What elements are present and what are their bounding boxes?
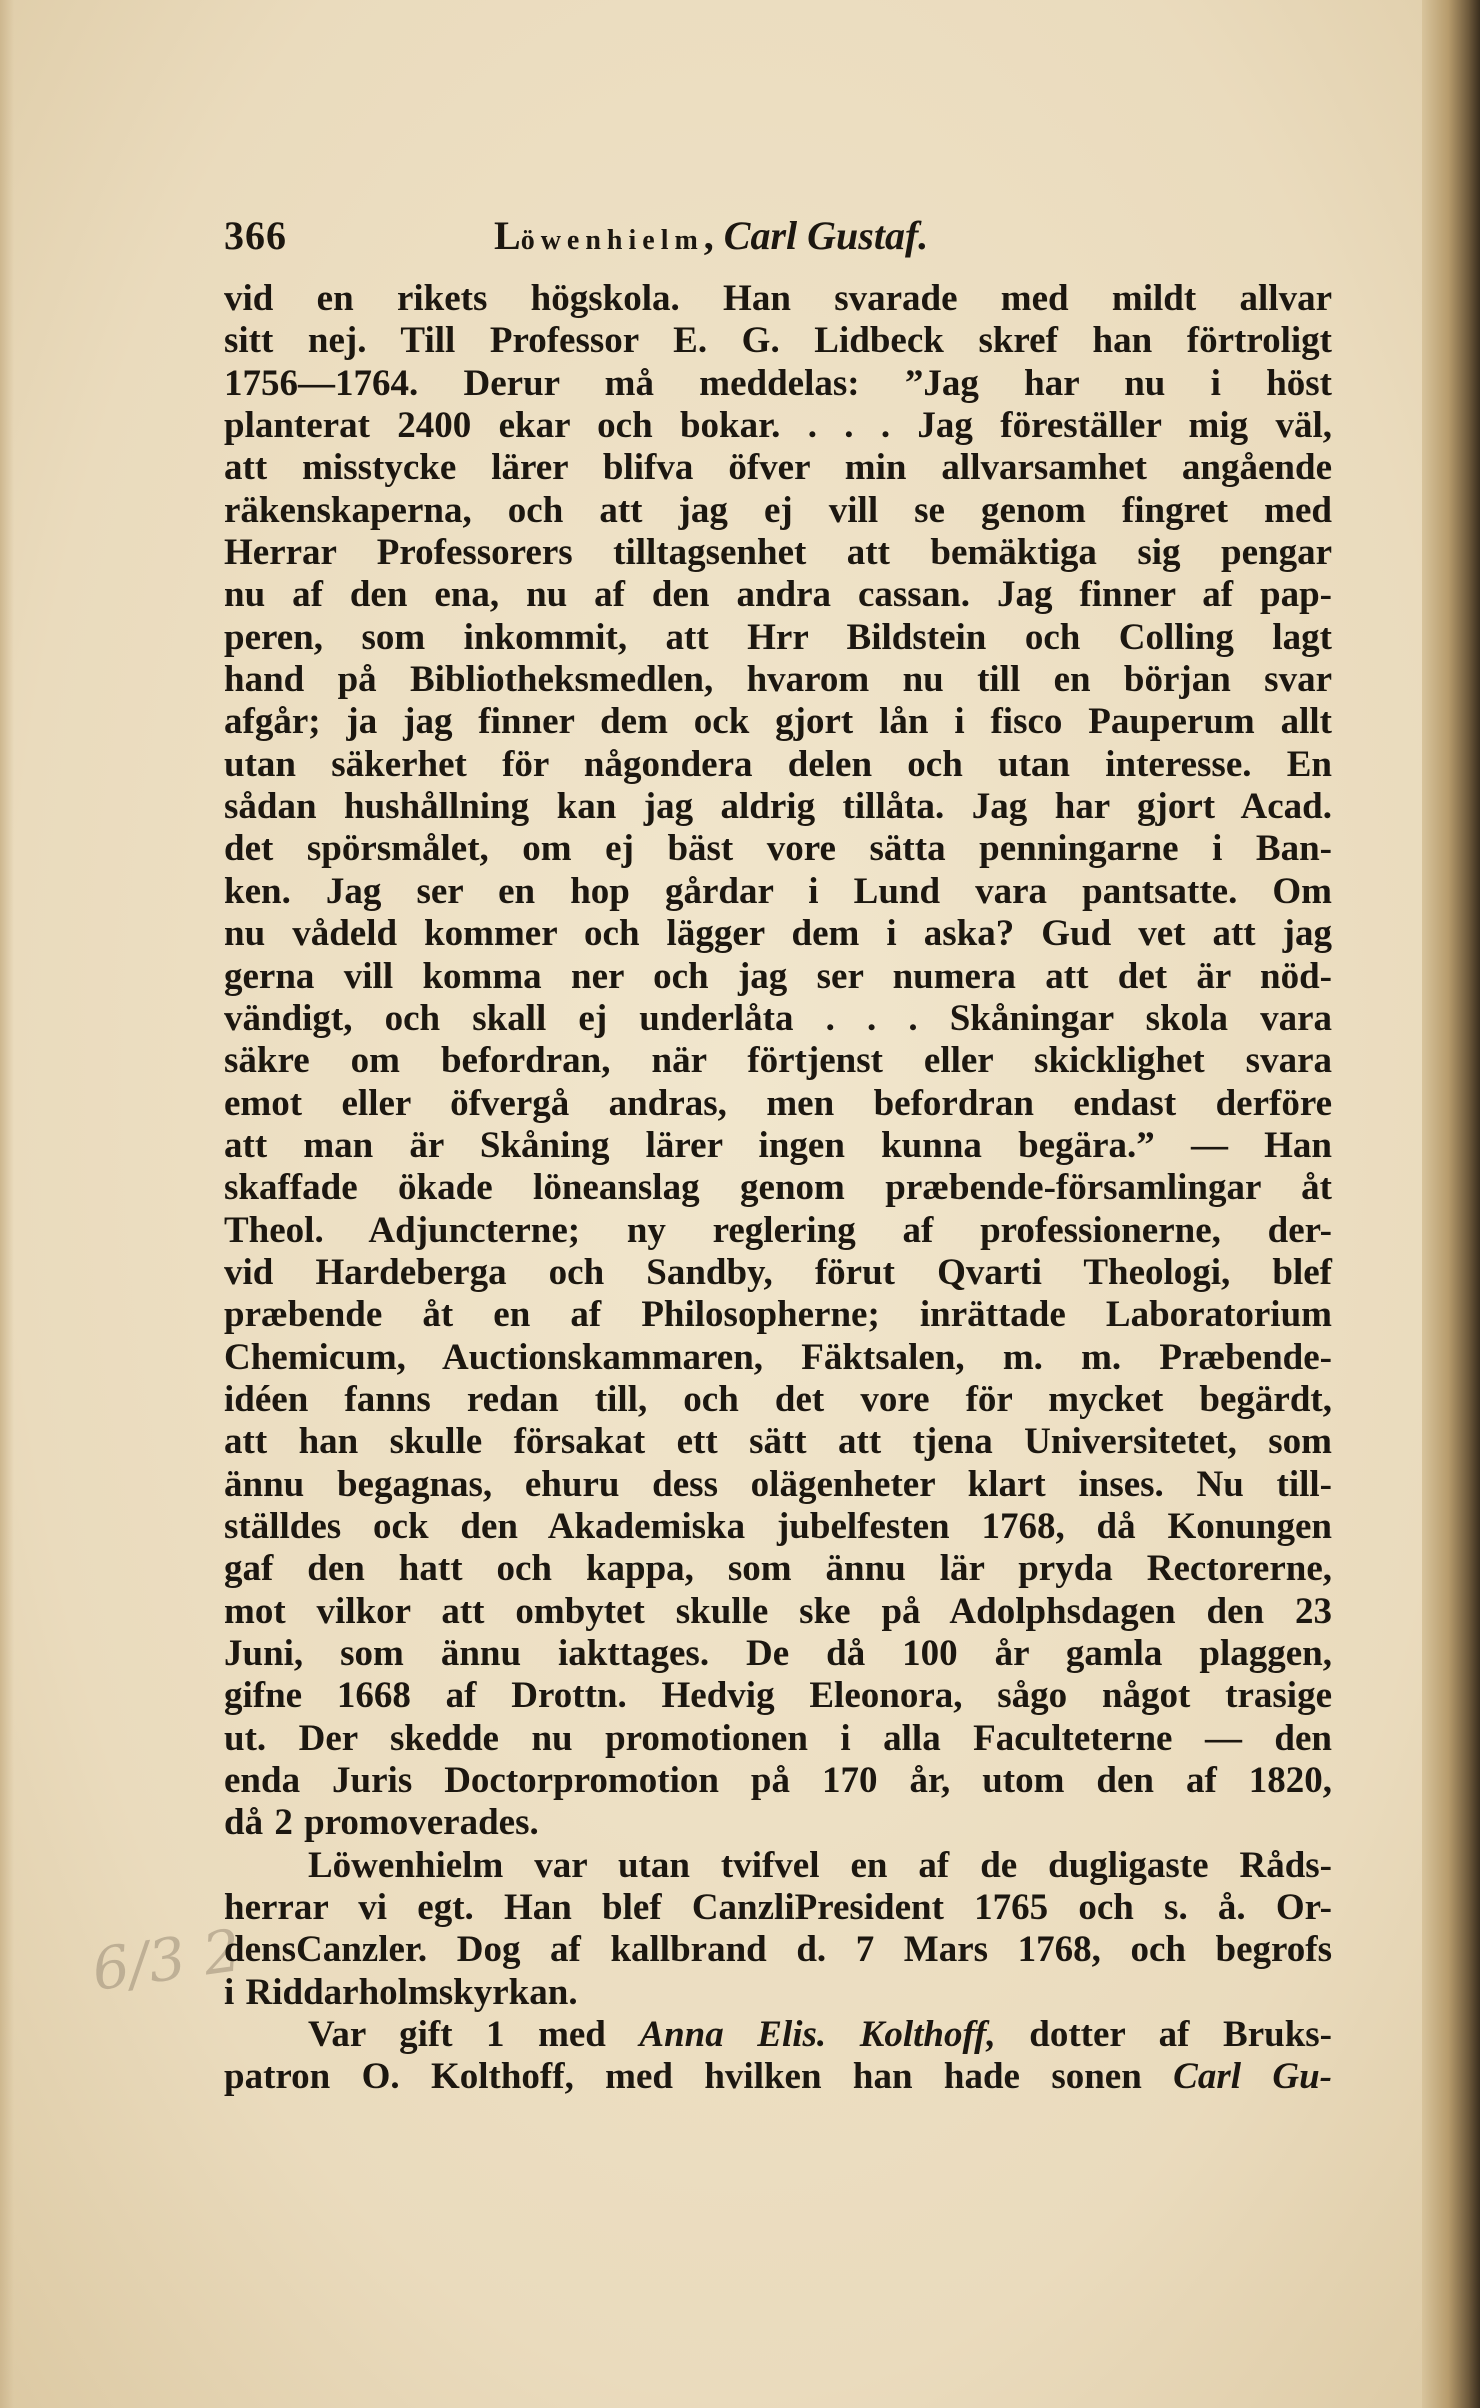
text-segment: Var gift 1 med: [308, 2014, 606, 2056]
running-header: [224, 206, 1334, 266]
text-line-mixed: [224, 2014, 1332, 2056]
text-line: vid en rikets högskola. Han svarade med mildt allvar: [224, 278, 1332, 319]
text-line: peren, som inkommit, att Hrr Bildstein och Colling lagt: [224, 616, 1332, 658]
text-line: ken. Jag ser en hop gårdar i Lund vara pantsatte. Om: [224, 870, 1332, 912]
text-segment-italic: Carl Gu-: [1173, 2056, 1332, 2098]
text-line: Herrar Professorers tilltagsenhet att bemäktiga sig pengar: [224, 532, 1332, 574]
text-line: säkre om befordran, när förtjenst eller skicklighet svara: [224, 1040, 1332, 1082]
text-line: ännu begagnas, ehuru dess olägenheter klart inses. Nu till-: [224, 1463, 1332, 1505]
text-line: räkenskaperna, och att jag ej vill se genom fingret med: [224, 489, 1332, 531]
text-line: gaf den hatt och kappa, som ännu lär pryda Rectorerne,: [224, 1548, 1332, 1590]
text-line: utan säkerhet för någondera delen och utan interesse. En: [224, 743, 1332, 785]
text-line: nu af den ena, nu af den andra cassan. Jag finner af pap-: [224, 574, 1332, 616]
text-line: då 2 promoverades.: [224, 1802, 539, 1844]
text-line: vid Hardeberga och Sandby, förut Qvarti Theologi, blef: [224, 1251, 1332, 1293]
text-line: sitt nej. Till Professor E. G. Lidbeck skref han förtroligt: [224, 320, 1332, 362]
page-number: 366: [224, 213, 287, 258]
text-line: mot vilkor att ombytet skulle ske på Adolphsdagen den 23: [224, 1590, 1332, 1632]
text-line: planterat 2400 ekar och bokar. . . . Jag föreställer mig väl,: [224, 405, 1332, 447]
text-line: ut. Der skedde nu promotionen i alla Faculteterne — den: [224, 1717, 1332, 1759]
text-line: hand på Bibliotheksmedlen, hvarom nu till en början svar: [224, 659, 1332, 701]
text-line: Theol. Adjuncterne; ny reglering af professionerne, der-: [224, 1209, 1332, 1251]
running-title: Löwenhielm, Carl Gustaf.: [494, 213, 929, 258]
text-line: Juni, som ännu iakttages. De då 100 år gamla plaggen,: [224, 1633, 1332, 1674]
text-line: præbende åt en af Philosopherne; inrättade Laboratorium: [224, 1294, 1332, 1336]
text-line: vändigt, och skall ej underlåta . . . Skåningar skola vara: [224, 997, 1332, 1039]
binding-gutter: [1422, 0, 1480, 2408]
text-line: herrar vi egt. Han blef CanzliPresident 1765 och s. å. Or-: [224, 1887, 1332, 1929]
text-segment: dotter af Bruks-: [1029, 2014, 1333, 2056]
text-line: att han skulle försakat ett sätt att tjena Universitetet, som: [224, 1421, 1332, 1463]
text-line: emot eller öfvergå andras, men befordran endast derföre: [224, 1082, 1332, 1124]
text-line: det spörsmålet, om ej bäst vore sätta penningarne i Ban-: [224, 828, 1332, 870]
body-text: [224, 278, 1332, 2099]
text-line: sådan hushållning kan jag aldrig tillåta. Jag har gjort Acad.: [224, 786, 1332, 828]
running-surname-rest: öwenhielm: [520, 225, 704, 256]
margin-annotation: 6/3 2: [87, 1915, 245, 2005]
text-line: idéen fanns redan till, och det vore för mycket begärdt,: [224, 1378, 1332, 1420]
text-line: ställdes ock den Akademiska jubelfesten 1768, då Konungen: [224, 1505, 1332, 1547]
text-line: afgår; ja jag finner dem ock gjort lån i fisco Pauperum allt: [224, 701, 1332, 743]
text-line: densCanzler. Dog af kallbrand d. 7 Mars 1768, och begrofs: [224, 1929, 1332, 1971]
text-line: Chemicum, Auctionskammaren, Fäktsalen, m. m. Præbende-: [224, 1336, 1332, 1378]
text-line: i Riddarholmskyrkan.: [224, 1971, 578, 2013]
text-line: 1756—1764. Derur må meddelas: ”Jag har nu i höst: [224, 362, 1332, 404]
text-line: gifne 1668 af Drottn. Hedvig Eleonora, sågo något trasige: [224, 1675, 1332, 1717]
text-line-mixed: [224, 2056, 1332, 2098]
text-line: att man är Skåning lärer ingen kunna begära.” — Han: [224, 1124, 1332, 1166]
text-line: gerna vill komma ner och jag ser numera att det är nöd-: [224, 955, 1332, 997]
text-segment: patron O. Kolthoff, med hvilken han hade sonen: [224, 2056, 1142, 2098]
text-segment-italic: Anna Elis. Kolthoff,: [639, 2014, 996, 2056]
text-line: Löwenhielm var utan tvifvel en af de dugligaste Råds-: [308, 1844, 1332, 1886]
running-given-name: Carl Gustaf.: [723, 213, 929, 258]
text-line: skaffade ökade löneanslag genom præbende-församlingar åt: [224, 1167, 1332, 1209]
text-line: enda Juris Doctorpromotion på 170 år, utom den af 1820,: [224, 1760, 1332, 1802]
page-left-edge: [0, 0, 14, 2408]
running-surname-initial: L: [494, 213, 521, 258]
text-line: att misstycke lärer blifva öfver min allvarsamhet angående: [224, 447, 1332, 489]
text-line: nu vådeld kommer och lägger dem i aska? Gud vet att jag: [224, 913, 1332, 955]
